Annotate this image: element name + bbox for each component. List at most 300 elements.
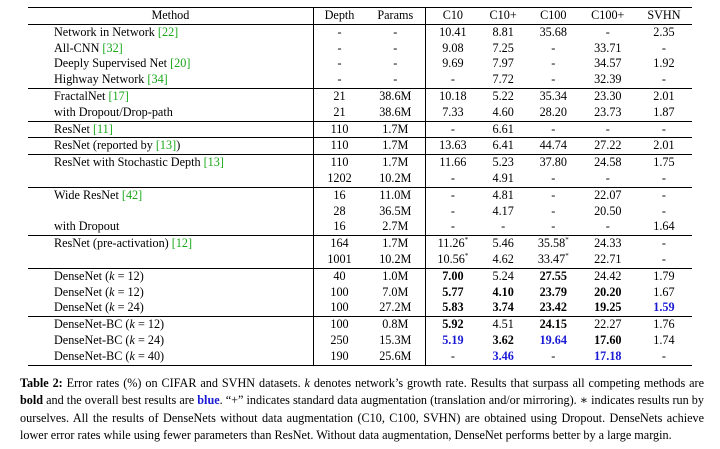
value-cell bbox=[479, 155, 526, 171]
value-cell bbox=[527, 72, 580, 88]
value-cell bbox=[365, 300, 426, 316]
own-run-marker: * bbox=[565, 251, 569, 260]
method-cell bbox=[28, 268, 313, 284]
cell-value: 4.91 bbox=[492, 170, 514, 185]
value-cell bbox=[527, 333, 580, 349]
column-header: C10+ bbox=[479, 8, 526, 25]
citation-ref: [42] bbox=[121, 187, 143, 202]
value-cell bbox=[365, 88, 426, 104]
cell-value: 1.7M bbox=[382, 121, 409, 136]
table-header-row bbox=[28, 8, 692, 25]
value-cell bbox=[313, 300, 365, 316]
results-table bbox=[28, 7, 692, 366]
value-cell bbox=[636, 349, 692, 365]
cell-value: 24.15 bbox=[539, 317, 567, 332]
cell-value: 20.20 bbox=[594, 284, 622, 299]
cell-value: 15.3M bbox=[379, 332, 412, 347]
method-cell bbox=[28, 105, 313, 121]
cell-value: 250 bbox=[330, 332, 349, 347]
value-cell bbox=[365, 236, 426, 252]
value-cell bbox=[479, 236, 526, 252]
cell-value: - bbox=[450, 203, 455, 218]
cell-value: 1.0M bbox=[382, 268, 409, 283]
cell-value: 2.35 bbox=[653, 24, 675, 39]
value-cell bbox=[313, 171, 365, 187]
cell-value: - bbox=[661, 170, 666, 185]
cell-value: 2.01 bbox=[653, 88, 675, 103]
value-cell bbox=[580, 187, 636, 203]
citation-ref: [17] bbox=[108, 88, 129, 103]
caption-text-4: . “+” indicates standard data augmentation (translation and/or mirroring). ∗ indicates results run by ourselves. All the results of DenseNets without data augmentation (C10, C100, SVHN) are obtained using Dropout. DenseNets achieve lower error rates while using fewer parameters than ResNet. Without data augmentation, DenseNet performs better by a large margin. bbox=[20, 393, 704, 442]
citation-ref: [13] bbox=[155, 138, 177, 153]
cell-value: 10.56 bbox=[437, 251, 465, 266]
cell-value: - bbox=[605, 24, 610, 39]
column-header: C100+ bbox=[580, 8, 636, 25]
column-header: C100 bbox=[527, 8, 580, 25]
cell-value: 5.22 bbox=[492, 88, 514, 103]
cell-value: - bbox=[661, 121, 666, 136]
value-cell bbox=[313, 285, 365, 301]
table-row bbox=[28, 252, 692, 268]
cell-value: 22.27 bbox=[594, 317, 622, 332]
value-cell bbox=[636, 105, 692, 121]
method-name: Network in Network bbox=[54, 24, 155, 39]
value-cell bbox=[313, 219, 365, 235]
value-cell bbox=[426, 41, 480, 57]
value-cell bbox=[479, 105, 526, 121]
value-cell bbox=[313, 252, 365, 268]
table-row bbox=[28, 41, 692, 57]
own-run-marker: * bbox=[565, 236, 569, 245]
cell-value: 17.60 bbox=[594, 332, 622, 347]
method-cell bbox=[28, 72, 313, 88]
value-cell bbox=[527, 187, 580, 203]
value-cell bbox=[313, 268, 365, 284]
value-cell bbox=[365, 41, 426, 57]
cell-value: 11.0M bbox=[379, 187, 412, 202]
cell-value: - bbox=[450, 72, 455, 87]
value-cell bbox=[313, 333, 365, 349]
cell-value: - bbox=[661, 251, 666, 266]
cell-value: 5.83 bbox=[442, 300, 464, 315]
method-name: FractalNet bbox=[54, 88, 106, 103]
value-cell bbox=[426, 317, 480, 333]
value-cell bbox=[580, 285, 636, 301]
cell-value: 35.68 bbox=[539, 24, 567, 39]
cell-value: 3.62 bbox=[492, 332, 514, 347]
table-row bbox=[28, 187, 692, 203]
value-cell bbox=[365, 349, 426, 365]
value-cell bbox=[527, 105, 580, 121]
value-cell bbox=[527, 138, 580, 155]
table-row bbox=[28, 219, 692, 235]
cell-value: - bbox=[661, 348, 666, 363]
caption-text-2: denotes network’s growth rate. Results that surpass all competing methods are bbox=[309, 376, 704, 390]
cell-value: - bbox=[551, 72, 556, 87]
cell-value: 10.2M bbox=[379, 251, 412, 266]
table-row bbox=[28, 138, 692, 155]
table-row bbox=[28, 349, 692, 365]
cell-value: 1202 bbox=[327, 170, 352, 185]
value-cell bbox=[636, 187, 692, 203]
value-cell bbox=[580, 300, 636, 316]
method-name: Deeply Supervised Net bbox=[54, 56, 168, 71]
value-cell bbox=[479, 252, 526, 268]
value-cell bbox=[479, 204, 526, 220]
cell-value: 21 bbox=[333, 104, 346, 119]
cell-value: - bbox=[337, 56, 342, 71]
growth-rate-value: = 24) bbox=[134, 332, 165, 347]
column-header: SVHN bbox=[636, 8, 692, 25]
method-cell bbox=[28, 333, 313, 349]
table-row bbox=[28, 24, 692, 40]
cell-value: 23.73 bbox=[594, 104, 622, 119]
value-cell bbox=[527, 41, 580, 57]
cell-value: 27.55 bbox=[539, 268, 567, 283]
cell-value: 1.7M bbox=[382, 155, 409, 170]
value-cell bbox=[313, 56, 365, 72]
cell-value: 1.79 bbox=[653, 268, 675, 283]
value-cell bbox=[426, 105, 480, 121]
value-cell bbox=[426, 252, 480, 268]
cell-value: 35.34 bbox=[539, 88, 567, 103]
cell-value: 2.7M bbox=[382, 219, 409, 234]
value-cell bbox=[636, 155, 692, 171]
caption-blue-word: blue bbox=[197, 393, 220, 408]
cell-value: 1.74 bbox=[653, 332, 675, 347]
cell-value: 7.25 bbox=[492, 40, 514, 55]
value-cell bbox=[365, 268, 426, 284]
citation-ref: [22] bbox=[157, 24, 179, 39]
cell-value: 5.77 bbox=[442, 284, 464, 299]
cell-value: - bbox=[551, 40, 556, 55]
cell-value: 7.33 bbox=[442, 104, 464, 119]
cell-value: 32.39 bbox=[594, 72, 622, 87]
value-cell bbox=[365, 155, 426, 171]
value-cell bbox=[636, 252, 692, 268]
value-cell bbox=[313, 236, 365, 252]
method-cell bbox=[28, 41, 313, 57]
table-row bbox=[28, 204, 692, 220]
value-cell bbox=[580, 88, 636, 104]
value-cell bbox=[426, 72, 480, 88]
value-cell bbox=[580, 219, 636, 235]
cell-value: 28 bbox=[333, 203, 346, 218]
method-cell bbox=[28, 204, 313, 220]
cell-value: 190 bbox=[330, 348, 349, 363]
cell-value: 25.6M bbox=[379, 348, 412, 363]
value-cell bbox=[365, 72, 426, 88]
value-cell bbox=[479, 349, 526, 365]
value-cell bbox=[580, 349, 636, 365]
cell-value: 33.47 bbox=[537, 251, 566, 266]
cell-value: 33.71 bbox=[594, 40, 622, 55]
cell-value: - bbox=[551, 203, 556, 218]
method-tail: ) bbox=[176, 138, 181, 153]
caption-bold-word: bold bbox=[20, 393, 44, 408]
value-cell bbox=[636, 72, 692, 88]
value-cell bbox=[580, 56, 636, 72]
value-cell bbox=[580, 155, 636, 171]
value-cell bbox=[426, 349, 480, 365]
caption-text-3: and the overall best results are bbox=[43, 393, 198, 408]
value-cell bbox=[580, 317, 636, 333]
value-cell bbox=[479, 171, 526, 187]
cell-value: 1.64 bbox=[653, 219, 675, 234]
value-cell bbox=[636, 56, 692, 72]
citation-ref: [11] bbox=[92, 121, 113, 136]
method-cell bbox=[28, 187, 313, 203]
cell-value: 100 bbox=[330, 284, 349, 299]
cell-value: - bbox=[450, 219, 455, 234]
cell-value: 24.58 bbox=[594, 155, 622, 170]
column-header: Params bbox=[365, 8, 426, 25]
value-cell bbox=[426, 88, 480, 104]
cell-value: 10.41 bbox=[439, 24, 467, 39]
growth-rate-value: = 12) bbox=[134, 317, 165, 332]
cell-value: - bbox=[337, 72, 342, 87]
cell-value: - bbox=[450, 121, 455, 136]
value-cell bbox=[426, 171, 480, 187]
cell-value: 19.25 bbox=[594, 300, 622, 315]
cell-value: 110 bbox=[330, 138, 349, 153]
value-cell bbox=[636, 236, 692, 252]
value-cell bbox=[580, 105, 636, 121]
method-cell bbox=[28, 121, 313, 138]
cell-value: 24.33 bbox=[594, 236, 622, 251]
value-cell bbox=[580, 24, 636, 40]
method-cell bbox=[28, 56, 313, 72]
cell-value: 13.63 bbox=[439, 138, 467, 153]
value-cell bbox=[479, 138, 526, 155]
value-cell bbox=[479, 317, 526, 333]
value-cell bbox=[365, 317, 426, 333]
cell-value: 1.87 bbox=[653, 104, 675, 119]
cell-value: - bbox=[551, 170, 556, 185]
value-cell bbox=[426, 285, 480, 301]
cell-value: 44.74 bbox=[539, 138, 567, 153]
method-name: DenseNet ( bbox=[54, 300, 110, 315]
column-header: Depth bbox=[313, 8, 365, 25]
cell-value: 2.01 bbox=[653, 138, 675, 153]
value-cell bbox=[426, 24, 480, 40]
growth-rate-symbol: k bbox=[109, 268, 115, 283]
value-cell bbox=[479, 333, 526, 349]
table-row bbox=[28, 88, 692, 104]
cell-value: 23.79 bbox=[539, 284, 567, 299]
cell-value: - bbox=[393, 40, 398, 55]
citation-ref: [20] bbox=[170, 56, 191, 71]
value-cell bbox=[313, 349, 365, 365]
cell-value: - bbox=[501, 219, 506, 234]
table-body bbox=[28, 24, 692, 365]
cell-value: - bbox=[450, 170, 455, 185]
growth-rate-value: = 24) bbox=[114, 300, 144, 315]
cell-value: 20.50 bbox=[594, 203, 622, 218]
table-caption bbox=[20, 375, 704, 444]
value-cell bbox=[426, 268, 480, 284]
cell-value: 4.10 bbox=[492, 284, 514, 299]
growth-rate-value: = 40) bbox=[134, 348, 165, 363]
value-cell bbox=[313, 317, 365, 333]
method-name: DenseNet-BC ( bbox=[54, 317, 130, 332]
method-cell bbox=[28, 252, 313, 268]
paper-excerpt bbox=[20, 7, 704, 442]
cell-value: - bbox=[393, 24, 398, 39]
cell-value: 1.7M bbox=[382, 236, 409, 251]
method-name: with Dropout/Drop-path bbox=[54, 104, 173, 119]
value-cell bbox=[527, 171, 580, 187]
cell-value: 22.07 bbox=[594, 187, 622, 202]
cell-value: - bbox=[337, 24, 342, 39]
value-cell bbox=[365, 24, 426, 40]
method-name: ResNet bbox=[54, 121, 90, 136]
value-cell bbox=[313, 204, 365, 220]
cell-value: 7.00 bbox=[442, 268, 464, 283]
value-cell bbox=[636, 138, 692, 155]
value-cell bbox=[636, 41, 692, 57]
growth-rate-symbol: k bbox=[109, 300, 115, 315]
value-cell bbox=[479, 41, 526, 57]
value-cell bbox=[580, 333, 636, 349]
method-name: with Dropout bbox=[54, 219, 120, 234]
cell-value: 28.20 bbox=[539, 104, 567, 119]
method-name: DenseNet ( bbox=[54, 284, 110, 299]
cell-value: 1.59 bbox=[653, 300, 675, 315]
cell-value: - bbox=[551, 121, 556, 136]
caption-text-1: Error rates (%) on CIFAR and SVHN datasets. bbox=[62, 376, 305, 390]
value-cell bbox=[527, 121, 580, 138]
method-cell bbox=[28, 285, 313, 301]
value-cell bbox=[365, 285, 426, 301]
citation-ref: [34] bbox=[147, 72, 168, 87]
cell-value: 34.57 bbox=[594, 56, 622, 71]
cell-value: - bbox=[450, 348, 455, 363]
table-row bbox=[28, 121, 692, 138]
cell-value: 100 bbox=[330, 300, 349, 315]
value-cell bbox=[636, 171, 692, 187]
value-cell bbox=[527, 300, 580, 316]
method-cell bbox=[28, 138, 313, 155]
caption-k: k bbox=[304, 376, 310, 390]
value-cell bbox=[527, 24, 580, 40]
cell-value: 16 bbox=[333, 187, 346, 202]
cell-value: - bbox=[551, 348, 556, 363]
value-cell bbox=[365, 105, 426, 121]
value-cell bbox=[527, 88, 580, 104]
table-row bbox=[28, 333, 692, 349]
growth-rate-value: = 12) bbox=[114, 284, 144, 299]
cell-value: - bbox=[393, 56, 398, 71]
value-cell bbox=[479, 285, 526, 301]
value-cell bbox=[426, 219, 480, 235]
column-header: C10 bbox=[426, 8, 480, 25]
cell-value: 1.92 bbox=[653, 56, 675, 71]
value-cell bbox=[313, 88, 365, 104]
column-header: Method bbox=[28, 8, 313, 25]
cell-value: 10.2M bbox=[379, 170, 412, 185]
method-cell bbox=[28, 24, 313, 40]
value-cell bbox=[479, 56, 526, 72]
table-row bbox=[28, 317, 692, 333]
cell-value: 27.2M bbox=[379, 300, 412, 315]
value-cell bbox=[527, 56, 580, 72]
cell-value: 7.0M bbox=[382, 284, 409, 299]
value-cell bbox=[636, 317, 692, 333]
value-cell bbox=[365, 252, 426, 268]
value-cell bbox=[636, 204, 692, 220]
table-row bbox=[28, 105, 692, 121]
cell-value: 6.61 bbox=[492, 121, 514, 136]
cell-value: 23.42 bbox=[539, 300, 567, 315]
method-cell bbox=[28, 349, 313, 365]
value-cell bbox=[426, 300, 480, 316]
value-cell bbox=[479, 121, 526, 138]
cell-value: 7.72 bbox=[492, 72, 514, 87]
value-cell bbox=[636, 300, 692, 316]
value-cell bbox=[527, 252, 580, 268]
value-cell bbox=[636, 24, 692, 40]
value-cell bbox=[527, 285, 580, 301]
cell-value: - bbox=[551, 187, 556, 202]
value-cell bbox=[426, 155, 480, 171]
table-row bbox=[28, 155, 692, 171]
value-cell bbox=[426, 204, 480, 220]
value-cell bbox=[426, 56, 480, 72]
value-cell bbox=[636, 88, 692, 104]
cell-value: 40 bbox=[333, 268, 346, 283]
value-cell bbox=[580, 41, 636, 57]
cell-value: 4.81 bbox=[492, 187, 514, 202]
cell-value: 1.76 bbox=[653, 317, 675, 332]
value-cell bbox=[365, 171, 426, 187]
cell-value: - bbox=[551, 219, 556, 234]
growth-rate-symbol: k bbox=[129, 317, 135, 332]
cell-value: - bbox=[605, 121, 610, 136]
method-name: ResNet (reported by bbox=[54, 138, 153, 153]
value-cell bbox=[313, 138, 365, 155]
cell-value: - bbox=[450, 187, 455, 202]
method-cell bbox=[28, 300, 313, 316]
cell-value: 21 bbox=[333, 88, 346, 103]
value-cell bbox=[426, 236, 480, 252]
citation-ref: [13] bbox=[203, 155, 224, 170]
cell-value: 164 bbox=[330, 236, 349, 251]
table-row bbox=[28, 171, 692, 187]
value-cell bbox=[313, 155, 365, 171]
citation-ref: [32] bbox=[102, 40, 123, 55]
cell-value: - bbox=[605, 170, 610, 185]
value-cell bbox=[365, 56, 426, 72]
value-cell bbox=[313, 121, 365, 138]
value-cell bbox=[313, 105, 365, 121]
cell-value: 38.6M bbox=[379, 104, 412, 119]
value-cell bbox=[313, 24, 365, 40]
cell-value: 0.8M bbox=[382, 317, 409, 332]
cell-value: 22.71 bbox=[594, 251, 622, 266]
own-run-marker: * bbox=[464, 236, 469, 245]
value-cell bbox=[426, 187, 480, 203]
value-cell bbox=[580, 252, 636, 268]
method-cell bbox=[28, 171, 313, 187]
value-cell bbox=[313, 187, 365, 203]
value-cell bbox=[527, 236, 580, 252]
growth-rate-symbol: k bbox=[129, 348, 135, 363]
value-cell bbox=[426, 333, 480, 349]
value-cell bbox=[479, 219, 526, 235]
method-name: DenseNet-BC ( bbox=[54, 348, 130, 363]
table-row bbox=[28, 268, 692, 284]
